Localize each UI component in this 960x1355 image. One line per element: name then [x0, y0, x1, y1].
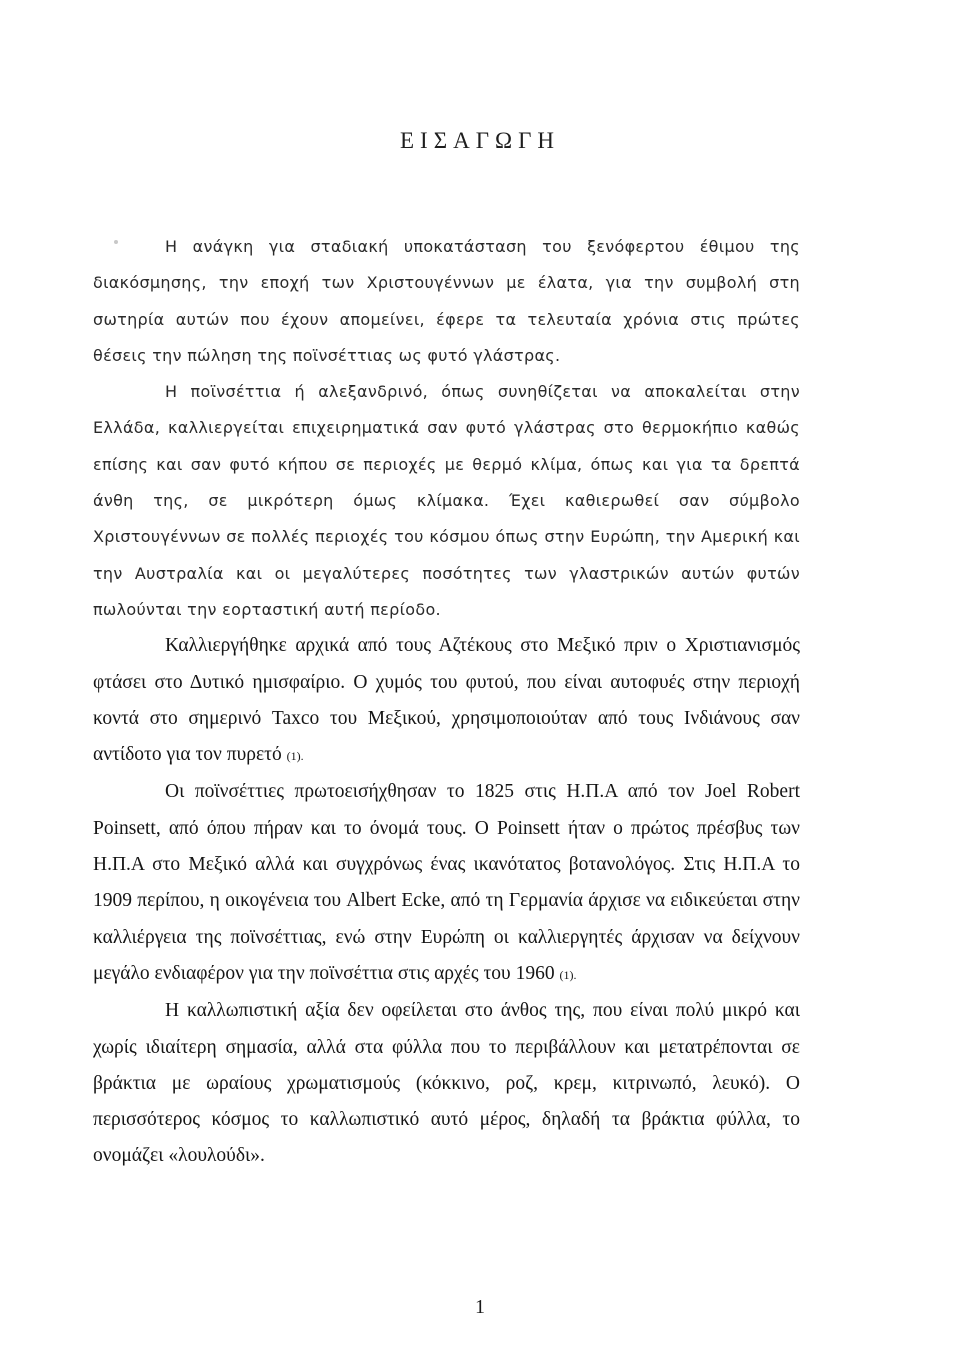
paragraph-usa-history	[93, 774, 800, 993]
paragraph-text: Η καλλωπιστική αξία δεν οφείλεται στο άνθος της, που είναι πολύ μικρό και χωρίς ιδιαίτερη σημασία, αλλά στα φύλλα που το περιβάλλουν και μετατρέπονται σε βράκτια με ωραίους χρωματισμούς (κόκκινο, ροζ, κρεμ, κιτρινωπό, λευκό). Ο περισσότερος κόσμος το καλλωπιστικό αυτό μέρος, δηλαδή τα βράκτια φύλλα, το ονομάζει «λουλούδι».	[93, 1000, 800, 1167]
paragraph-text: Η ποϊνσέττια ή αλεξανδρινό, όπως συνηθίζεται να αποκαλείται στην Ελλάδα, καλλιεργείται επιχειρηματικά σαν φυτό γλάστρας στο θερμοκήπιο καθώς επίσης και σαν φυτό κήπου σε περιοχές με θερμό κλίμα, όπως και για τα δρεπτά άνθη της, σε μικρότερη όμως κλίμακα. Έχει καθιερωθεί σαν σύμβολο Χριστουγέννων σε πολλές περιοχές του κόσμου όπως στην Ευρώπη, την Αμερική και την Αυστραλία και οι μεγαλύτερες ποσότητες των γλαστρικών αυτών φυτών πωλούνται την εορταστική αυτή περίοδο.	[93, 382, 800, 619]
paragraph-text: Οι ποϊνσέττιες πρωτοεισήχθησαν το 1825 στις Η.Π.Α από τον Joel Robert Poinsett, από όπου πήραν και το όνομά τους. Ο Poinsett ήταν ο πρώτος πρέσβυς των Η.Π.Α στο Μεξικό αλλά και συγχρόνως ένας ικανότατος βοτανολόγος. Στις Η.Π.Α το 1909 περίπου, η οικογένεια του Albert Ecke, από τη Γερμανία άρχισε να ειδικεύεται στην καλλιέργεια της ποϊνσέττιας, ενώ στην Ευρώπη οι καλλιεργητές άρχισαν να δείχνουν μεγάλο ενδιαφέρον για την ποϊνσέττια στις αρχές του 1960	[93, 781, 800, 984]
page-title: ΕΙΣΑΓΩΓΗ	[399, 128, 560, 153]
paragraph-intro	[93, 229, 800, 374]
paragraph-poinsettia-description	[93, 374, 800, 628]
page-number: 1	[475, 1296, 485, 1318]
paragraph-text: Η ανάγκη για σταδιακή υποκατάσταση του ξενόφερτου έθιμου της διακόσμησης, την εποχή των Χριστουγέννων με έλατα, για την συμβολή στη σωτηρία αυτών που έχουν απομείνει, έφερε τα τελευταία χρόνια στις πρώτες θέσεις την πώληση της ποϊνσέττιας ως φυτό γλάστρας.	[93, 237, 800, 365]
body-text	[93, 229, 800, 1175]
reference-marker: (1).	[286, 749, 304, 764]
paragraph-text: Καλλιεργήθηκε αρχικά από τους Αζτέκους στο Μεξικό πριν ο Χριστιανισμός φτάσει στο Δυτικό ημισφαίριο. Ο χυμός του φυτού, που είναι αυτοφυές στην περιοχή κοντά στο σημερινό Taxco του Μεξικού, χρησιμοποιούταν από τους Ινδιάνους σαν αντίδοτο για τον πυρετό	[93, 635, 800, 766]
reference-marker: (1).	[559, 967, 577, 982]
paragraph-aztec-history	[93, 628, 800, 774]
paragraph-ornamental-value	[93, 993, 800, 1174]
